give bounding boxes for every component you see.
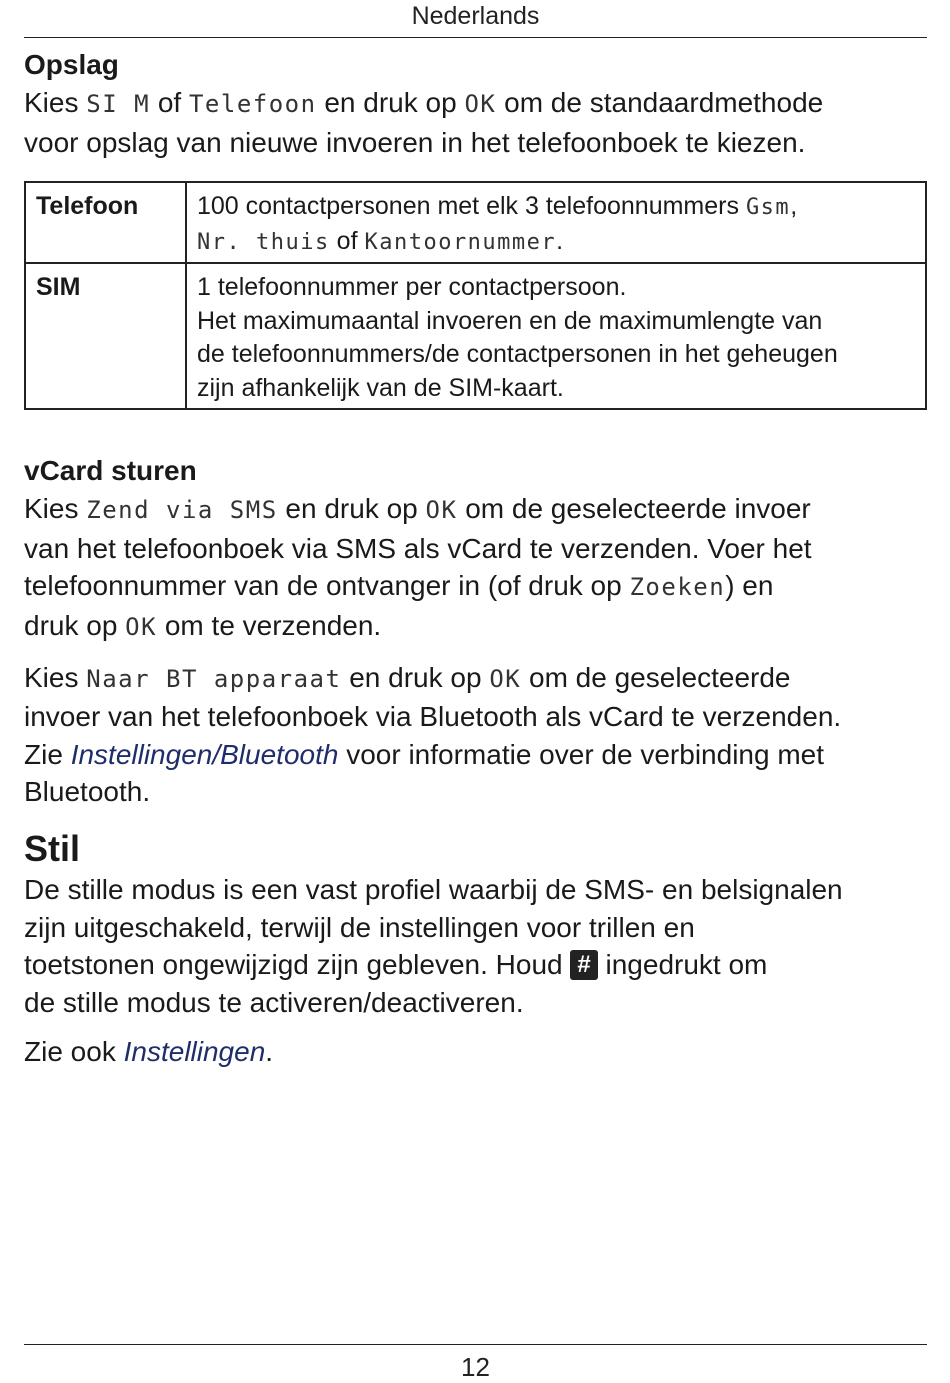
opslag-paragraph [24, 84, 927, 161]
vcard-bt-line2: invoer van het telefoonboek via Bluetooth als vCard te verzenden. [24, 701, 842, 733]
telefoon-desc-text: 100 contactpersonen met elk 3 telefoonnummers [197, 192, 746, 221]
vcard-sms-line2: van het telefoonboek via SMS als vCard te verzenden. Voer het [24, 532, 812, 564]
stil-line4: de stille modus te activeren/deactiveren. [24, 986, 524, 1018]
stil-line3b: ingedrukt om [597, 949, 768, 981]
zoeken-option: Zoeken [629, 573, 726, 602]
vcard-bt-text-a: Kies [24, 661, 87, 693]
ok-key-label: OK [464, 90, 497, 118]
stil-line1: De stille modus is een vast profiel waarbij de SMS- en belsignalen [24, 873, 843, 905]
section-vcard [24, 452, 927, 811]
vcard-paragraph-sms [24, 490, 927, 646]
header-language: Nederlands [411, 2, 540, 30]
opslag-title: Opslag [24, 49, 119, 80]
vcard-bt-text-b: en druk op [341, 661, 490, 693]
page-header [24, 0, 927, 38]
sim-desc-line1: 1 telefoonnummer per contactpersoon. [197, 273, 627, 302]
vcard-paragraph-bt [24, 659, 927, 811]
stil-see-also [24, 1033, 927, 1071]
page-number: 12 [461, 1352, 490, 1382]
ok-key-label: OK [425, 496, 458, 525]
table-row [25, 263, 926, 409]
ok-key-label: OK [489, 664, 522, 693]
page-content [24, 46, 927, 1071]
vcard-sms-line4b: om te verzenden. [157, 609, 382, 641]
vcard-title: vCard sturen [24, 455, 197, 487]
section-opslag [24, 46, 927, 161]
kantoornummer-label: Kantoornummer [364, 229, 557, 255]
vcard-sms-line3b: ) en [725, 570, 774, 602]
opslag-text-4: om de standaardmethode [496, 87, 824, 118]
telefoon-desc-comma: , [790, 192, 798, 221]
naar-bt-apparaat-option: Naar BT apparaat [86, 664, 342, 693]
sim-desc-line4: zijn afhankelijk van de SIM-kaart. [197, 373, 564, 402]
telefoon-option: Telefoon [188, 90, 317, 118]
vcard-bt-text-c: om de geselecteerde [521, 661, 791, 693]
table-row [25, 182, 926, 263]
telefoon-desc-dot: . [556, 226, 564, 255]
opslag-text-1: Kies [24, 87, 87, 118]
table-key-sim: SIM [25, 263, 186, 409]
storage-options-table [24, 181, 927, 410]
table-value-sim [186, 263, 926, 409]
instellingen-link[interactable]: Instellingen [123, 1036, 266, 1068]
instellingen-bluetooth-link[interactable]: Instellingen/Bluetooth [70, 738, 339, 770]
stil-line3a: toetstonen ongewijzigd zijn gebleven. Houd [24, 949, 571, 981]
vcard-sms-line3a: telefoonnummer van de ontvanger in (of druk op [24, 570, 630, 602]
vcard-bt-line3a: Zie [24, 738, 71, 770]
footer-divider [24, 1344, 927, 1345]
opslag-text-3: en druk op [316, 87, 465, 118]
table-value-telefoon [186, 182, 926, 263]
vcard-sms-text-c: om de geselecteerde invoer [457, 493, 811, 525]
stil-line2: zijn uitgeschakeld, terwijl de instellingen voor trillen en [24, 911, 695, 943]
sim-desc-line2: Het maximumaantal invoeren en de maximumlengte van [197, 306, 823, 335]
nr-thuis-label: Nr. thuis [197, 229, 330, 255]
section-stil [24, 827, 927, 1071]
table-key-telefoon: Telefoon [25, 182, 186, 263]
stil-title: Stil [24, 827, 81, 869]
opslag-text-2: of [150, 87, 189, 118]
sim-desc-line3: de telefoonnummers/de contactpersonen in het geheugen [197, 340, 838, 369]
vcard-bt-line3b: voor informatie over de verbinding met [338, 738, 825, 770]
vcard-sms-text-b: en druk op [277, 493, 426, 525]
vcard-bt-line4: Bluetooth. [24, 776, 151, 808]
zend-via-sms-option: Zend via SMS [86, 496, 278, 525]
ok-key-label: OK [125, 612, 158, 641]
stil-see-dot: . [265, 1036, 274, 1068]
hash-key-icon: # [570, 950, 597, 980]
telefoon-desc-of: of [329, 226, 365, 255]
sim-option: SI M [86, 90, 151, 118]
vcard-sms-text-a: Kies [24, 493, 87, 525]
stil-paragraph [24, 871, 927, 1021]
gsm-label: Gsm [745, 195, 791, 221]
vcard-sms-line4a: druk op [24, 609, 126, 641]
stil-see-text: Zie ook [24, 1036, 124, 1068]
opslag-text-line2: voor opslag van nieuwe invoeren in het telefoonboek te kiezen. [24, 126, 806, 158]
